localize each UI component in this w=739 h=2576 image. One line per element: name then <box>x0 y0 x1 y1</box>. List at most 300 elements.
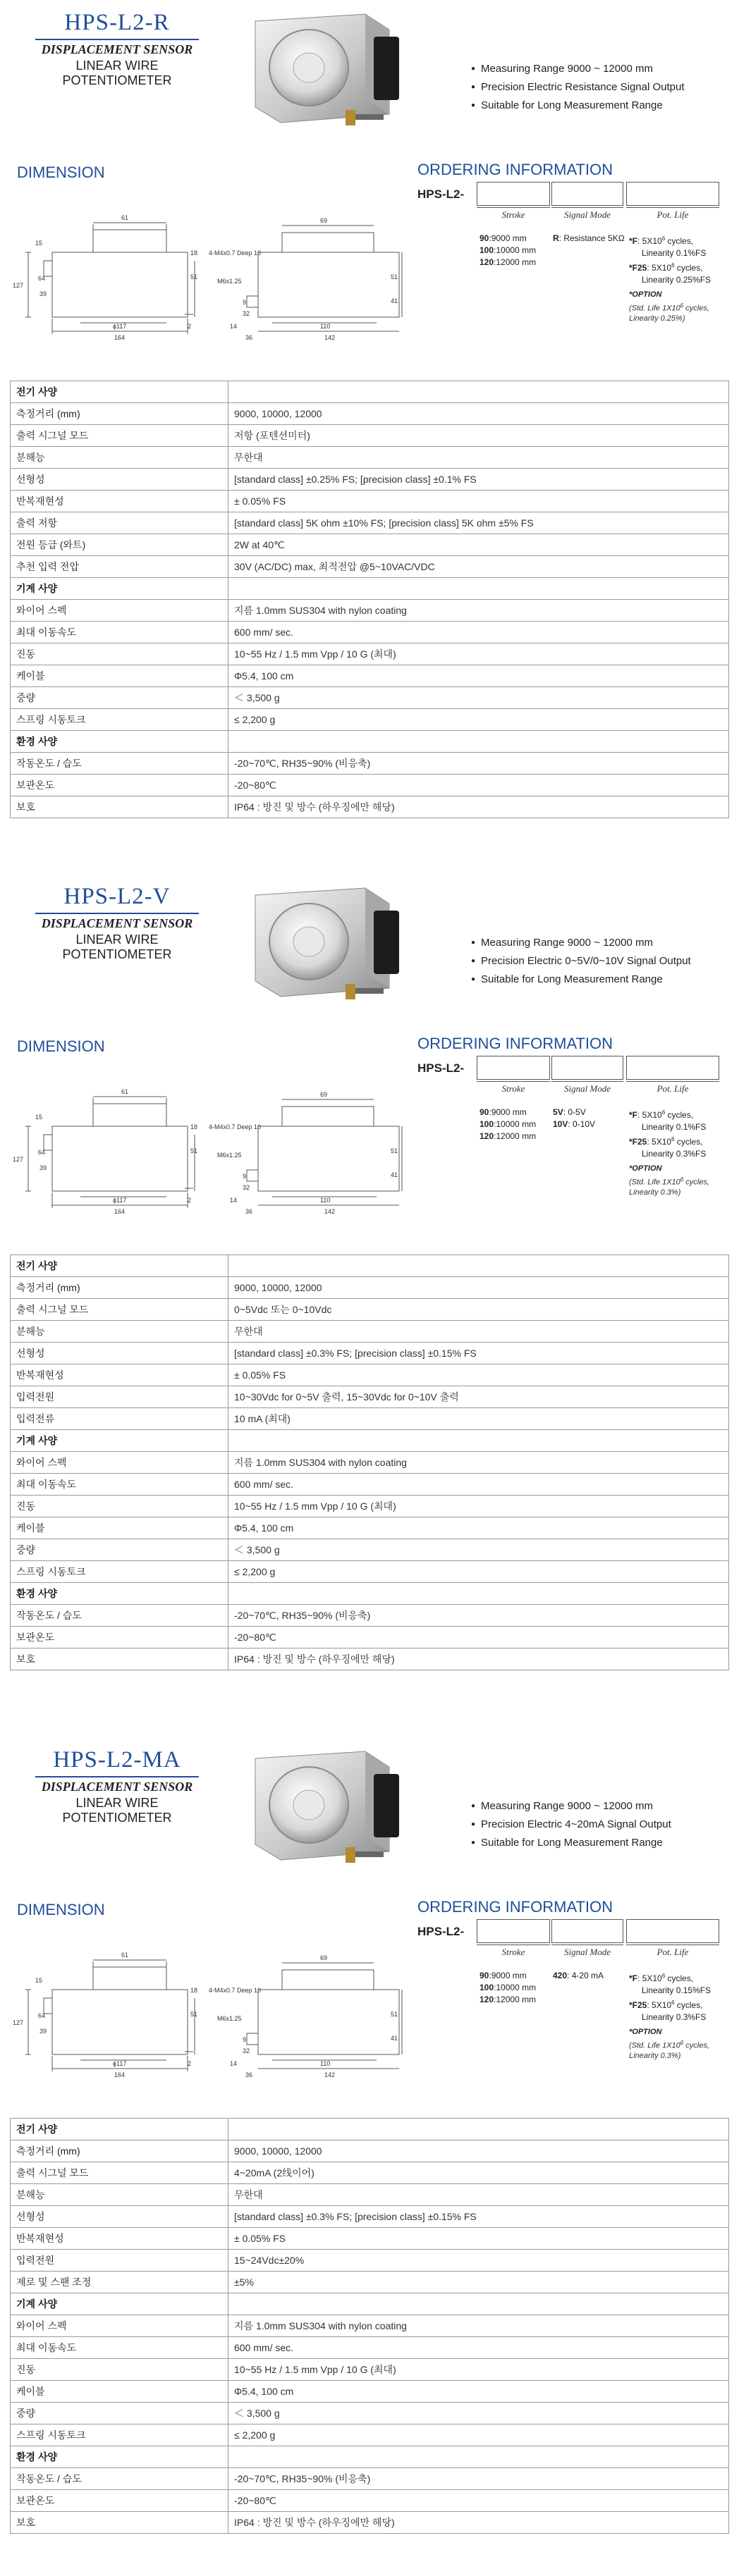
dim-label: 142 <box>324 334 336 341</box>
spec-value: 10 mA (최대) <box>228 1408 729 1430</box>
spec-section-row <box>11 578 729 600</box>
stroke-option: 120:12000 mm <box>480 1995 537 2004</box>
feature-item: ● Suitable for Long Measurement Range <box>471 971 691 990</box>
dim-note: 4-M4x0.7 Deep 10 <box>209 1987 262 1994</box>
signal-mode-header: Signal Mode <box>551 1081 623 1095</box>
spec-value <box>228 1255 729 1277</box>
spec-section-row <box>11 2446 729 2468</box>
stroke-header: Stroke <box>477 1081 550 1095</box>
spec-value: IP64 : 방진 및 방수 (하우징에만 해당) <box>228 2512 729 2534</box>
spec-value: Φ5.4, 100 cm <box>228 2381 729 2403</box>
spec-value: IP64 : 방진 및 방수 (하우징에만 해당) <box>228 796 729 818</box>
dim-label: 51 <box>391 273 398 281</box>
product-photo <box>240 1746 402 1866</box>
spec-key: 선형성 <box>11 469 228 491</box>
spec-key: 중량 <box>11 2403 228 2424</box>
spec-row <box>11 1452 729 1474</box>
dim-label: 9 <box>243 1173 247 1180</box>
spec-section-row <box>11 2293 729 2315</box>
spec-value: 지름 1.0mm SUS304 with nylon coating <box>228 600 729 622</box>
dim-label: 41 <box>391 297 398 304</box>
spec-row <box>11 2140 729 2162</box>
dim-label: 127 <box>13 2019 24 2026</box>
dim-label: 41 <box>391 2035 398 2042</box>
dimension-drawing <box>10 1928 405 2109</box>
product-subtitle: DISPLACEMENT SENSOR <box>41 42 193 56</box>
spec-key: 와이어 스펙 <box>11 1452 228 1474</box>
spec-value: 무한대 <box>228 1321 729 1343</box>
title-underline <box>35 913 199 914</box>
spec-row <box>11 2315 729 2337</box>
dim-label: 39 <box>39 1164 47 1171</box>
spec-value: 4~20mA (2线이어) <box>228 2162 729 2184</box>
spec-row <box>11 2424 729 2446</box>
stroke-header: Stroke <box>477 207 550 221</box>
spec-key: 보관온도 <box>11 2490 228 2512</box>
dim-note: 4-M4x0.7 Deep 10 <box>209 1123 262 1130</box>
spec-value: 15~24Vdc±20% <box>228 2250 729 2272</box>
spec-row <box>11 600 729 622</box>
stroke-box <box>477 1919 550 1943</box>
feature-list <box>471 1798 671 1853</box>
feature-item: ● Precision Electric 4~20mA Signal Output <box>471 1816 671 1835</box>
pot-life-option: *F: $5X10^6$ cycles, <box>629 1109 694 1120</box>
spec-row <box>11 447 729 469</box>
model-name: HPS-L2-R <box>64 10 170 35</box>
dim-label: 164 <box>114 1208 126 1215</box>
dim-label: 41 <box>391 1171 398 1178</box>
feature-item: ● Precision Electric Resistance Signal Output <box>471 79 685 97</box>
dimension-drawing <box>10 190 405 372</box>
ordering-code: HPS-L2- <box>417 1061 465 1075</box>
dim-label: 127 <box>13 282 24 289</box>
model-name: HPS-L2-MA <box>53 1747 181 1773</box>
ordering-heading: ORDERING INFORMATION <box>417 1898 613 1916</box>
dim-label: 9 <box>243 2036 247 2043</box>
product-photo <box>240 882 402 1002</box>
spec-row <box>11 2468 729 2490</box>
title-underline <box>35 1776 199 1777</box>
feature-list <box>471 935 691 990</box>
spec-key: 기계 사양 <box>11 578 228 600</box>
pot-life-options <box>629 233 735 323</box>
spec-row <box>11 1343 729 1364</box>
dim-label: ϕ117 <box>113 1197 127 1204</box>
pot-life-options <box>629 1970 735 2061</box>
spec-row <box>11 665 729 687</box>
pot-life-option: *F25: $5X10^6$ cycles, <box>629 262 703 273</box>
stroke-header: Stroke <box>477 1945 550 1958</box>
spec-value: IP64 : 방진 및 방수 (하우징에만 해당) <box>228 1648 729 1670</box>
dim-label: 51 <box>391 1147 398 1154</box>
spec-value: 600 mm/ sec. <box>228 1474 729 1496</box>
pot-life-option: *F: $5X10^6$ cycles, <box>629 235 694 246</box>
stroke-option: 90:9000 mm <box>480 233 527 243</box>
spec-value: 600 mm/ sec. <box>228 622 729 643</box>
spec-key: 케이블 <box>11 1517 228 1539</box>
spec-key: 출력 저항 <box>11 512 228 534</box>
spec-row <box>11 1299 729 1321</box>
spec-row <box>11 1321 729 1343</box>
option-note: Linearity 0.3%) <box>629 2051 681 2060</box>
spec-key: 스프링 시동토크 <box>11 2424 228 2446</box>
linearity-note: Linearity 0.3%FS <box>642 2012 707 2022</box>
ordering-code: HPS-L2- <box>417 1925 465 1938</box>
spec-row <box>11 469 729 491</box>
dim-label: 51 <box>190 273 198 281</box>
feature-item: ● Measuring Range 9000 ~ 12000 mm <box>471 935 691 953</box>
dim-label: 69 <box>320 1091 328 1098</box>
spec-value: -20~70℃, RH35~90% (비응축) <box>228 753 729 775</box>
pot-life-header: Pot. Life <box>626 1081 719 1095</box>
spec-row <box>11 2337 729 2359</box>
spec-key: 입력전원 <box>11 2250 228 2272</box>
spec-section-row <box>11 1583 729 1605</box>
spec-row <box>11 2381 729 2403</box>
signal-option: 420: 4-20 mA <box>553 1971 604 1980</box>
spec-key: 진동 <box>11 1496 228 1517</box>
dim-label: 39 <box>39 290 47 297</box>
spec-value: 지름 1.0mm SUS304 with nylon coating <box>228 2315 729 2337</box>
spec-row <box>11 2359 729 2381</box>
spec-section-row <box>11 731 729 753</box>
spec-value: 2W at 40℃ <box>228 534 729 556</box>
dim-label: 14 <box>230 2060 238 2067</box>
stroke-options <box>480 1107 536 1142</box>
dimension-heading: DIMENSION <box>17 1037 105 1055</box>
spec-value: 저항 (포텐션미터) <box>228 425 729 447</box>
spec-key: 입력전류 <box>11 1408 228 1430</box>
spec-key: 출력 시그널 모드 <box>11 2162 228 2184</box>
dim-label: 64 <box>38 275 46 282</box>
spec-value: Φ5.4, 100 cm <box>228 1517 729 1539</box>
spec-value: 지름 1.0mm SUS304 with nylon coating <box>228 1452 729 1474</box>
product-photo <box>240 8 402 128</box>
dim-label: 32 <box>243 310 250 317</box>
dim-label: 110 <box>320 2060 331 2067</box>
dim-label: 18 <box>190 1123 198 1130</box>
linearity-note: Linearity 0.1%FS <box>642 1122 707 1132</box>
spec-key: 측정거리 (mm) <box>11 403 228 425</box>
option-label: *OPTION <box>629 290 662 299</box>
dim-label: 164 <box>114 2071 126 2078</box>
dim-label: 110 <box>320 1197 331 1204</box>
spec-value: ＜ 3,500 g <box>228 2403 729 2424</box>
spec-row <box>11 2206 729 2228</box>
spec-key: 보관온도 <box>11 1627 228 1648</box>
spec-key: 분해능 <box>11 1321 228 1343</box>
spec-key: 기계 사양 <box>11 2293 228 2315</box>
stroke-option: 100:10000 mm <box>480 1119 537 1129</box>
spec-row <box>11 709 729 731</box>
spec-value: ± 0.05% FS <box>228 1364 729 1386</box>
spec-value: -20~80℃ <box>228 775 729 796</box>
pot-life-header: Pot. Life <box>626 207 719 221</box>
signal-option: R: Resistance 5KΩ <box>553 233 625 243</box>
spec-value: 9000, 10000, 12000 <box>228 1277 729 1299</box>
spec-key: 케이블 <box>11 2381 228 2403</box>
spec-row <box>11 2184 729 2206</box>
spec-value: ＜ 3,500 g <box>228 1539 729 1561</box>
spec-key: 전기 사양 <box>11 381 228 403</box>
stroke-option: 90:9000 mm <box>480 1971 527 1980</box>
dim-label: 110 <box>320 323 331 330</box>
dim-label: 51 <box>391 2011 398 2018</box>
spec-key: 환경 사양 <box>11 731 228 753</box>
spec-value: 무한대 <box>228 2184 729 2206</box>
dimension-heading: DIMENSION <box>17 1901 105 1918</box>
dim-label: 32 <box>243 1184 250 1191</box>
spec-key: 와이어 스펙 <box>11 600 228 622</box>
dim-label: 164 <box>114 334 126 341</box>
spec-row <box>11 491 729 512</box>
spec-value: [standard class] ±0.3% FS; [precision class] ±0.15% FS <box>228 2206 729 2228</box>
spec-key: 입력전원 <box>11 1386 228 1408</box>
spec-row <box>11 1539 729 1561</box>
option-label: *OPTION <box>629 1164 662 1173</box>
spec-row <box>11 622 729 643</box>
spec-value: ≤ 2,200 g <box>228 1561 729 1583</box>
product-subtitle-2: LINEAR WIRE POTENTIOMETER <box>62 58 172 87</box>
spec-value <box>228 2446 729 2468</box>
spec-key: 제로 및 스팬 조정 <box>11 2272 228 2293</box>
signal-mode-box <box>551 182 623 206</box>
dim-label: 15 <box>35 1114 43 1121</box>
stroke-options <box>480 1970 536 2006</box>
product-title-block <box>32 10 202 88</box>
spec-key: 출력 시그널 모드 <box>11 425 228 447</box>
dim-label: 142 <box>324 1208 336 1215</box>
dim-label: 32 <box>243 2047 250 2054</box>
pot-life-box <box>626 1056 719 1080</box>
spec-row <box>11 1648 729 1670</box>
spec-row <box>11 1386 729 1408</box>
feature-item: ● Measuring Range 9000 ~ 12000 mm <box>471 61 685 79</box>
spec-table <box>10 1255 729 1670</box>
spec-key: 전기 사양 <box>11 2119 228 2140</box>
signal-options <box>553 1107 595 1130</box>
spec-row <box>11 2403 729 2424</box>
dim-label: 61 <box>121 214 129 221</box>
spec-key: 반복재현성 <box>11 2228 228 2250</box>
spec-row <box>11 556 729 578</box>
spec-value: ≤ 2,200 g <box>228 2424 729 2446</box>
signal-mode-box <box>551 1056 623 1080</box>
spec-row <box>11 796 729 818</box>
dim-label: 18 <box>190 1987 198 1994</box>
spec-row <box>11 1364 729 1386</box>
spec-key: 진동 <box>11 2359 228 2381</box>
spec-key: 반복재현성 <box>11 491 228 512</box>
spec-value: 10~55 Hz / 1.5 mm Vpp / 10 G (최대) <box>228 1496 729 1517</box>
dim-label: 15 <box>35 240 43 247</box>
spec-value: 30V (AC/DC) max, 최적전압 @5~10VAC/VDC <box>228 556 729 578</box>
signal-mode-box <box>551 1919 623 1943</box>
stroke-option: 120:12000 mm <box>480 257 537 267</box>
spec-value: ＜ 3,500 g <box>228 687 729 709</box>
spec-value: 10~55 Hz / 1.5 mm Vpp / 10 G (최대) <box>228 643 729 665</box>
ordering-code: HPS-L2- <box>417 187 465 201</box>
spec-value: [standard class] ±0.25% FS; [precision class] ±0.1% FS <box>228 469 729 491</box>
spec-value: ± 0.05% FS <box>228 491 729 512</box>
signal-option: 5V: 0-5V <box>553 1107 586 1117</box>
spec-key: 전기 사양 <box>11 1255 228 1277</box>
spec-key: 스프링 시동토크 <box>11 1561 228 1583</box>
spec-row <box>11 1605 729 1627</box>
spec-row <box>11 1517 729 1539</box>
dim-label: 2 <box>188 323 192 330</box>
spec-value: 10~55 Hz / 1.5 mm Vpp / 10 G (최대) <box>228 2359 729 2381</box>
spec-key: 작동온도 / 습도 <box>11 753 228 775</box>
product-subtitle: DISPLACEMENT SENSOR <box>41 916 193 930</box>
spec-row <box>11 1496 729 1517</box>
dim-label: 9 <box>243 299 247 306</box>
spec-row <box>11 2228 729 2250</box>
spec-value: 10~30Vdc for 0~5V 출력, 15~30Vdc for 0~10V 출력 <box>228 1386 729 1408</box>
linearity-note: Linearity 0.1%FS <box>642 248 707 258</box>
spec-key: 보호 <box>11 796 228 818</box>
spec-key: 최대 이동속도 <box>11 2337 228 2359</box>
option-note: (Std. Life $1X10^6$ cycles, <box>629 2040 709 2050</box>
dim-label: 61 <box>121 1952 129 1959</box>
dim-label: 36 <box>245 334 253 341</box>
spec-value <box>228 1583 729 1605</box>
dimension-drawing <box>10 1064 405 1246</box>
spec-row <box>11 403 729 425</box>
spec-row <box>11 1277 729 1299</box>
spec-key: 작동온도 / 습도 <box>11 1605 228 1627</box>
dim-label: 39 <box>39 2028 47 2035</box>
title-underline <box>35 39 199 40</box>
option-note: (Std. Life $1X10^6$ cycles, <box>629 1176 709 1187</box>
spec-key: 측정거리 (mm) <box>11 1277 228 1299</box>
signal-mode-header: Signal Mode <box>551 1945 623 1958</box>
signal-option: 10V: 0-10V <box>553 1119 596 1129</box>
dim-label: 64 <box>38 1149 46 1156</box>
signal-mode-header: Signal Mode <box>551 207 623 221</box>
spec-section-row <box>11 1255 729 1277</box>
spec-value: [standard class] 5K ohm ±10% FS; [precision class] 5K ohm ±5% FS <box>228 512 729 534</box>
dim-note: 4-M4x0.7 Deep 10 <box>209 249 262 257</box>
ordering-heading: ORDERING INFORMATION <box>417 1035 613 1052</box>
spec-key: 환경 사양 <box>11 2446 228 2468</box>
spec-row <box>11 2250 729 2272</box>
dim-label: 69 <box>320 217 328 224</box>
stroke-options <box>480 233 536 269</box>
feature-item: ● Suitable for Long Measurement Range <box>471 97 685 116</box>
product-subtitle: DISPLACEMENT SENSOR <box>41 1780 193 1794</box>
model-name: HPS-L2-V <box>63 884 171 909</box>
pot-life-option: *F: $5X10^6$ cycles, <box>629 1973 694 1983</box>
spec-value <box>228 2293 729 2315</box>
spec-key: 진동 <box>11 643 228 665</box>
spec-value: 0~5Vdc 또는 0~10Vdc <box>228 1299 729 1321</box>
spec-value: Φ5.4, 100 cm <box>228 665 729 687</box>
dim-label: ϕ117 <box>113 323 127 330</box>
spec-key: 출력 시그널 모드 <box>11 1299 228 1321</box>
option-note: Linearity 0.3%) <box>629 1188 681 1197</box>
spec-key: 전원 등급 (와트) <box>11 534 228 556</box>
spec-row <box>11 512 729 534</box>
spec-row <box>11 753 729 775</box>
spec-key: 반복재현성 <box>11 1364 228 1386</box>
dimension-heading: DIMENSION <box>17 164 105 181</box>
dim-label: 2 <box>188 1197 192 1204</box>
spec-key: 보호 <box>11 2512 228 2534</box>
feature-item: ● Measuring Range 9000 ~ 12000 mm <box>471 1798 671 1816</box>
stroke-box <box>477 182 550 206</box>
spec-value: ± 0.05% FS <box>228 2228 729 2250</box>
dim-label: 14 <box>230 1197 238 1204</box>
dim-note: M6x1.25 <box>217 278 242 285</box>
dim-label: 14 <box>230 323 238 330</box>
dim-label: 69 <box>320 1954 328 1961</box>
dim-label: 15 <box>35 1977 43 1984</box>
spec-key: 기계 사양 <box>11 1430 228 1452</box>
spec-key: 분해능 <box>11 2184 228 2206</box>
dim-note: M6x1.25 <box>217 1152 242 1159</box>
pot-life-box <box>626 1919 719 1943</box>
feature-list <box>471 61 685 116</box>
spec-row <box>11 687 729 709</box>
product-title-block <box>32 884 202 962</box>
spec-key: 스프링 시동토크 <box>11 709 228 731</box>
pot-life-box <box>626 182 719 206</box>
spec-key: 작동온도 / 습도 <box>11 2468 228 2490</box>
dim-label: 61 <box>121 1088 129 1095</box>
spec-key: 선형성 <box>11 2206 228 2228</box>
spec-key: 선형성 <box>11 1343 228 1364</box>
product-title-block <box>32 1747 202 1825</box>
spec-key: 중량 <box>11 1539 228 1561</box>
spec-row <box>11 643 729 665</box>
spec-value <box>228 578 729 600</box>
pot-life-options <box>629 1107 735 1197</box>
pot-life-option: *F25: $5X10^6$ cycles, <box>629 1999 703 2010</box>
spec-value: ≤ 2,200 g <box>228 709 729 731</box>
spec-value: ±5% <box>228 2272 729 2293</box>
spec-row <box>11 775 729 796</box>
feature-item: ● Suitable for Long Measurement Range <box>471 1835 671 1853</box>
spec-value: -20~80℃ <box>228 2490 729 2512</box>
stroke-option: 100:10000 mm <box>480 245 537 255</box>
spec-value <box>228 731 729 753</box>
dim-label: 18 <box>190 249 198 257</box>
spec-value <box>228 2119 729 2140</box>
spec-key: 중량 <box>11 687 228 709</box>
spec-value <box>228 381 729 403</box>
dim-label: 2 <box>188 2060 192 2067</box>
spec-value: 9000, 10000, 12000 <box>228 2140 729 2162</box>
spec-row <box>11 2272 729 2293</box>
pot-life-option: *F25: $5X10^6$ cycles, <box>629 1136 703 1147</box>
spec-key: 케이블 <box>11 665 228 687</box>
spec-section-row <box>11 1430 729 1452</box>
spec-value: [standard class] ±0.3% FS; [precision class] ±0.15% FS <box>228 1343 729 1364</box>
product-subtitle-2: LINEAR WIRE POTENTIOMETER <box>62 932 172 961</box>
spec-value: 9000, 10000, 12000 <box>228 403 729 425</box>
stroke-option: 100:10000 mm <box>480 1983 537 1992</box>
spec-value: 600 mm/ sec. <box>228 2337 729 2359</box>
dim-label: ϕ117 <box>113 2060 127 2067</box>
spec-row <box>11 1561 729 1583</box>
spec-key: 보호 <box>11 1648 228 1670</box>
dim-note: M6x1.25 <box>217 2015 242 2022</box>
spec-row <box>11 534 729 556</box>
spec-table <box>10 2118 729 2534</box>
spec-key: 최대 이동속도 <box>11 622 228 643</box>
dim-label: 142 <box>324 2071 336 2078</box>
